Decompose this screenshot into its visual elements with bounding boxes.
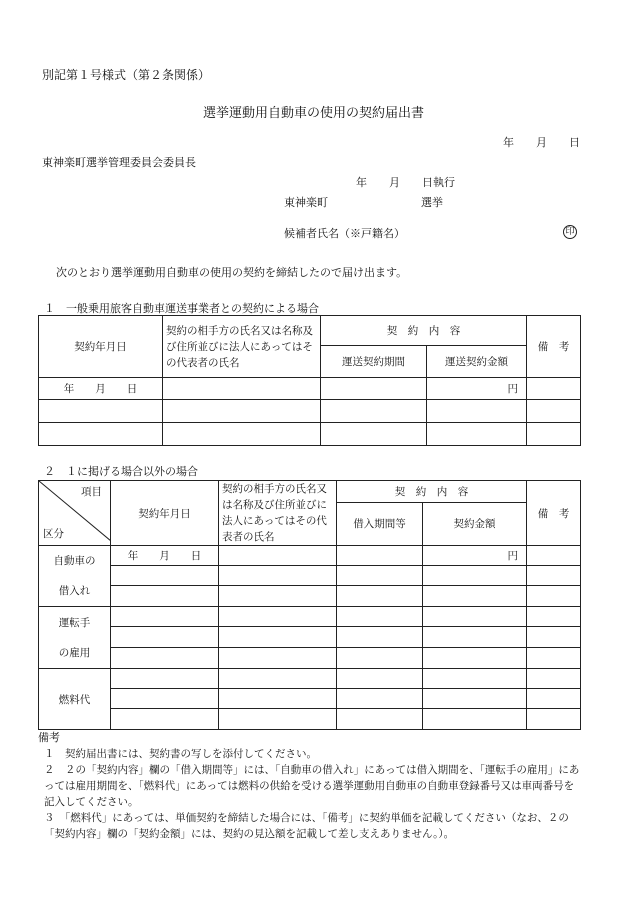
submission-date: 年 月 日 [503,136,580,149]
s2-amount-cell[interactable] [423,607,527,627]
s1-date-cell[interactable] [39,423,163,446]
election-date: 年 月 日執行 [356,176,455,189]
s2-party-cell[interactable] [219,709,337,730]
s2-remarks-cell[interactable] [527,627,581,648]
table-row [39,400,581,423]
table-row [39,566,581,586]
s2-period-cell[interactable] [337,607,423,627]
s2-party-cell[interactable] [219,586,337,607]
note-item-1: １ 契約届出書には、契約書の写しを添付してください。 [44,748,317,760]
s1-header-amount: 運送契約金額 [427,346,527,378]
s2-period-cell[interactable] [337,709,423,730]
row-label-driver [39,607,111,669]
s2-header-amount: 契約金額 [423,502,527,545]
s1-date-cell[interactable]: 年 月 日 [39,378,163,400]
s2-header-period: 借入期間等 [337,502,423,545]
town-name: 東神楽町 [284,196,328,209]
s2-period-cell[interactable] [337,586,423,607]
s1-period-cell[interactable] [321,378,427,400]
table-row [39,689,581,709]
s2-party-cell[interactable] [219,689,337,709]
row-label-fuel: 燃料代 [39,669,111,730]
s2-date-cell[interactable] [111,627,219,648]
s2-date-cell[interactable] [111,669,219,689]
s2-party-cell[interactable] [219,566,337,586]
s2-amount-cell[interactable] [423,689,527,709]
row-label-car-1: 自動車の [53,555,96,567]
s1-date-cell[interactable] [39,400,163,423]
s2-remarks-cell[interactable] [527,669,581,689]
note-item-2: ２ ２の「契約内容」欄の「借入期間等」には、「自動車の借入れ」にあっては借入期間を、「運転手の雇用」にあっては雇用期間を、「燃料代」にあっては燃料の供給を受ける選挙運動用自動車の自動車登録番号又は車両番号を記入してください。 [44,764,580,808]
s1-header-date: 契約年月日 [39,316,163,378]
s2-date-cell[interactable] [111,586,219,607]
section1-heading: １ 一般乗用旅客自動車運送事業者との契約による場合 [44,302,319,315]
s2-period-cell[interactable] [337,627,423,648]
s2-amount-cell[interactable]: 円 [423,546,527,566]
s1-amount-cell[interactable] [427,400,527,423]
s1-header-remarks: 備 考 [527,316,581,378]
s2-date-cell[interactable] [111,566,219,586]
s2-header-contract: 契 約 内 容 [337,481,527,503]
election-name: 選挙 [421,196,443,209]
s2-header-date: 契約年月日 [111,481,219,546]
section2-table [38,480,581,730]
s1-header-period: 運送契約期間 [321,346,427,378]
s2-date-cell[interactable]: 年 月 日 [111,546,219,566]
section2-heading: ２ １に掲げる場合以外の場合 [44,465,198,478]
table-row [39,669,581,689]
s1-remarks-cell[interactable] [527,423,581,446]
intro-text: 次のとおり選挙運動用自動車の使用の契約を締結したので届け出ます。 [56,266,408,279]
s2-header-remarks: 備 考 [527,481,581,546]
s2-remarks-cell[interactable] [527,689,581,709]
s2-remarks-cell[interactable] [527,648,581,669]
s1-remarks-cell[interactable] [527,378,581,400]
s2-remarks-cell[interactable] [527,607,581,627]
s2-party-cell[interactable] [219,648,337,669]
note-item-3: ３ 「燃料代」にあっては、単価契約を締結した場合には、「備考」に契約単価を記載してください（なお、２の「契約内容」欄の「契約金額」には、契約の見込額を記載して差し支えありません。）。 [44,812,569,840]
s2-date-cell[interactable] [111,709,219,730]
table-row [39,546,581,566]
table-row [39,607,581,627]
s1-party-cell[interactable] [163,400,321,423]
s2-remarks-cell[interactable] [527,566,581,586]
s2-header-party: 契約の相手方の氏名又は名称及び住所並びに法人にあってはその代表者の氏名 [219,481,337,546]
section1-table [38,315,581,446]
s2-party-cell[interactable] [219,546,337,566]
table-row [39,648,581,669]
notes-heading: 備考 [38,731,60,744]
s2-amount-cell[interactable] [423,669,527,689]
s2-remarks-cell[interactable] [527,709,581,730]
row-label-car-rental [39,546,111,607]
table-row [39,627,581,648]
seal-mark [563,224,577,239]
s2-remarks-cell[interactable] [527,546,581,566]
s2-party-cell[interactable] [219,627,337,648]
s1-header-party: 契約の相手方の氏名又は名称及び住所並びに法人にあってはその代表者の氏名 [163,316,321,378]
corner-item-label: 項目 [81,486,102,498]
s1-period-cell[interactable] [321,400,427,423]
s2-amount-cell[interactable] [423,586,527,607]
addressee: 東神楽町選挙管理委員会委員長 [42,156,196,169]
s2-remarks-cell[interactable] [527,586,581,607]
seal-icon: 印 [563,225,577,239]
s2-period-cell[interactable] [337,689,423,709]
candidate-name-label: 候補者氏名（※戸籍名） [284,227,405,240]
s2-date-cell[interactable] [111,648,219,669]
s1-amount-cell[interactable]: 円 [427,378,527,400]
s2-amount-cell[interactable] [423,648,527,669]
s2-date-cell[interactable] [111,607,219,627]
s1-period-cell[interactable] [321,423,427,446]
table-row [39,378,581,400]
s2-amount-cell[interactable] [423,566,527,586]
s2-amount-cell[interactable] [423,627,527,648]
document-title: 選挙運動用自動車の使用の契約届出書 [203,106,425,121]
s2-corner-cell [39,481,111,546]
s2-period-cell[interactable] [337,648,423,669]
s2-period-cell[interactable] [337,669,423,689]
s2-party-cell[interactable] [219,607,337,627]
s2-period-cell[interactable] [337,566,423,586]
s2-amount-cell[interactable] [423,709,527,730]
table-row [39,423,581,446]
s1-party-cell[interactable] [163,423,321,446]
s1-party-cell[interactable] [163,378,321,400]
s1-amount-cell[interactable] [427,423,527,446]
row-label-driver-1: 運転手 [58,616,91,629]
s1-remarks-cell[interactable] [527,400,581,423]
row-label-driver-2: の雇用 [58,646,91,659]
table-row [39,709,581,730]
row-label-car-2: 借入れ [58,585,91,597]
s2-period-cell[interactable] [337,546,423,566]
s1-header-contract: 契 約 内 容 [321,316,527,346]
form-label: 別記第１号様式（第２条関係） [42,68,211,82]
table-row [39,586,581,607]
s2-party-cell[interactable] [219,669,337,689]
s2-date-cell[interactable] [111,689,219,709]
corner-kubun-label: 区分 [43,528,64,540]
